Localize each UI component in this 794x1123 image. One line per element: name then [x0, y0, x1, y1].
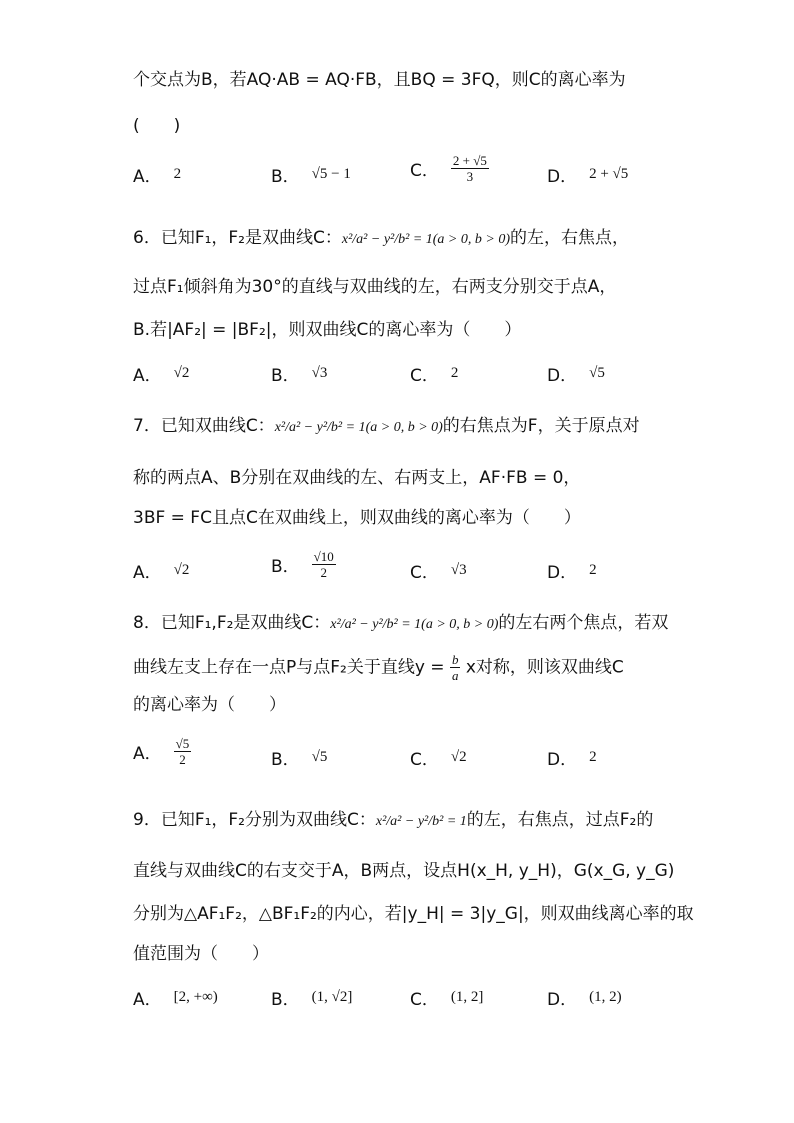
- q6-line2-text: 过点F₁倾斜角为30°的直线与双曲线的左，右两支分别交于点A，: [133, 277, 617, 297]
- q7-line2: [133, 466, 734, 490]
- q9-line2: [133, 859, 734, 883]
- fraction-numerator: b: [451, 652, 459, 667]
- option-value: 2: [450, 364, 459, 381]
- option-label: B．: [271, 989, 300, 1010]
- fraction-denominator: 2: [320, 564, 327, 580]
- q6-stem-end: 的左，右焦点，: [509, 228, 629, 248]
- option-value: 2: [589, 561, 597, 578]
- option-fraction: [451, 153, 489, 184]
- option-label: C．: [410, 749, 439, 770]
- q8-stem-end: 的左右两个焦点，若双: [498, 613, 669, 633]
- q7-equation: x²/a² − y²/b² = 1(a > 0, b > 0): [274, 420, 443, 435]
- option-fraction: [312, 549, 336, 580]
- fraction-numerator: √10: [313, 548, 334, 564]
- option-label: B．: [271, 749, 300, 770]
- option-value: √2: [173, 561, 190, 578]
- option-label: B．: [271, 365, 300, 386]
- option-fraction: [174, 736, 192, 767]
- q6-option-a[interactable]: [133, 359, 189, 387]
- q6-equation: x²/a² − y²/b² = 1(a > 0, b > 0): [341, 232, 510, 247]
- option-value: √3: [311, 364, 328, 381]
- q8-option-c[interactable]: [410, 743, 467, 771]
- q9-line3-text: 分别为△AF₁F₂，△BF₁F₂的内心，若|y_H| = 3|y_G|，则双曲线离心率的取: [133, 904, 694, 924]
- fraction-numerator: √5: [175, 735, 190, 751]
- q9-equation: x²/a² − y²/b² = 1: [375, 814, 467, 829]
- q7-options: [133, 548, 753, 584]
- option-label: A．: [133, 743, 162, 764]
- q8-option-a[interactable]: [133, 737, 191, 765]
- option-label: A．: [133, 166, 162, 187]
- q9-option-c[interactable]: [410, 983, 483, 1011]
- option-label: B．: [271, 166, 300, 187]
- q9-line4: [133, 942, 734, 966]
- q6-options: [133, 359, 753, 387]
- fraction-denominator: 2: [179, 751, 186, 767]
- q7-option-c[interactable]: [410, 556, 467, 584]
- q6-option-d[interactable]: [547, 359, 605, 387]
- q6-stem-start: 6．已知F₁，F₂是双曲线C：: [133, 228, 342, 248]
- q9-line1: [133, 808, 734, 834]
- option-label: A．: [133, 562, 162, 583]
- fraction-denominator: 3: [466, 168, 474, 184]
- q9-options: [133, 983, 753, 1011]
- option-label: C．: [410, 160, 439, 181]
- q8-option-d[interactable]: [547, 743, 597, 771]
- q7-line1: [133, 414, 734, 440]
- option-value: (1, 2]: [450, 988, 484, 1005]
- q7-line3: [133, 506, 734, 530]
- q6-line1: [133, 226, 734, 252]
- q8-slope-fraction: [450, 652, 461, 683]
- q8-line3-text: 的离心率为（ ）: [133, 695, 286, 715]
- q8-equation: x²/a² − y²/b² = 1(a > 0, b > 0): [330, 617, 499, 632]
- option-label: D．: [547, 365, 578, 386]
- q5-option-a[interactable]: [133, 160, 181, 188]
- option-value: 2: [589, 748, 597, 765]
- option-label: C．: [410, 365, 439, 386]
- q8-stem-start: 8．已知F₁,F₂是双曲线C：: [133, 613, 331, 633]
- q9-stem-start: 9．已知F₁，F₂分别为双曲线C：: [133, 810, 376, 830]
- q8-line2: [133, 652, 734, 683]
- q6-line3: [133, 318, 734, 342]
- q9-option-a[interactable]: [133, 983, 218, 1011]
- option-label: B．: [271, 556, 300, 577]
- q9-stem-end: 的左，右焦点，过点F₂的: [466, 810, 654, 830]
- q5-option-b[interactable]: [271, 160, 351, 188]
- option-value: √5: [311, 748, 328, 765]
- option-value: √5: [589, 364, 605, 381]
- option-label: D．: [547, 166, 578, 187]
- option-label: A．: [133, 365, 162, 386]
- q8-line1: [133, 611, 734, 637]
- q9-option-d[interactable]: [547, 983, 622, 1011]
- option-value: (1, 2): [589, 988, 622, 1005]
- option-label: C．: [410, 989, 439, 1010]
- q5-line1: [133, 68, 734, 92]
- q8-options: [133, 735, 753, 771]
- q6-line3-text: B.若|AF₂| = |BF₂|，则双曲线C的离心率为（ ）: [133, 320, 522, 340]
- option-value: √2: [173, 364, 190, 381]
- q8-line2-start: 曲线左支上存在一点P与点F₂关于直线y =: [133, 657, 445, 678]
- fraction-numerator: 2 + √5: [452, 152, 487, 168]
- q7-option-a[interactable]: [133, 556, 189, 584]
- q6-line2: [133, 275, 734, 299]
- q7-stem-end: 的右焦点为F，关于原点对: [442, 416, 640, 436]
- q9-line2-text: 直线与双曲线C的右支交于A，B两点，设点H(x_H, y_H)，G(x_G, y_G): [133, 861, 675, 881]
- q6-option-b[interactable]: [271, 359, 327, 387]
- option-label: C．: [410, 562, 439, 583]
- q8-option-b[interactable]: [271, 743, 327, 771]
- option-value: (1, √2]: [311, 988, 353, 1005]
- q5-option-d[interactable]: [547, 160, 628, 188]
- q7-stem-start: 7．已知双曲线C：: [133, 416, 275, 436]
- option-label: D．: [547, 989, 578, 1010]
- q7-line2-text: 称的两点A、B分别在双曲线的左、右两支上，AF·FB = 0，: [133, 468, 581, 488]
- option-label: D．: [547, 749, 578, 770]
- option-value: 2: [173, 165, 182, 182]
- option-label: D．: [547, 562, 578, 583]
- option-value: √3: [450, 561, 467, 578]
- q9-line4-text: 值范围为（ ）: [133, 944, 269, 964]
- option-value: √5 − 1: [311, 165, 351, 182]
- q5-paren-text: ( ): [133, 116, 181, 136]
- q9-line3: [133, 902, 734, 926]
- q5-paren: [133, 114, 734, 138]
- q5-line1-text: 个交点为B，若AQ·AB = AQ·FB，且BQ = 3FQ，则C的离心率为: [133, 70, 626, 90]
- fraction-denominator: a: [451, 668, 459, 683]
- option-value: [2, +∞): [173, 988, 218, 1005]
- q8-line3: [133, 693, 734, 717]
- q7-line3-text: 3BF = FC且点C在双曲线上，则双曲线的离心率为（ ）: [133, 508, 581, 528]
- q7-option-b[interactable]: [271, 550, 336, 578]
- q6-option-c[interactable]: [410, 359, 458, 387]
- q5-options: [133, 152, 753, 188]
- option-value: 2 + √5: [589, 165, 629, 182]
- q5-option-c[interactable]: [410, 154, 489, 182]
- q9-option-b[interactable]: [271, 983, 352, 1011]
- option-label: A．: [133, 989, 162, 1010]
- q8-line2-end: x对称，则该双曲线C: [465, 657, 624, 678]
- q7-option-d[interactable]: [547, 556, 597, 584]
- option-value: √2: [450, 748, 467, 765]
